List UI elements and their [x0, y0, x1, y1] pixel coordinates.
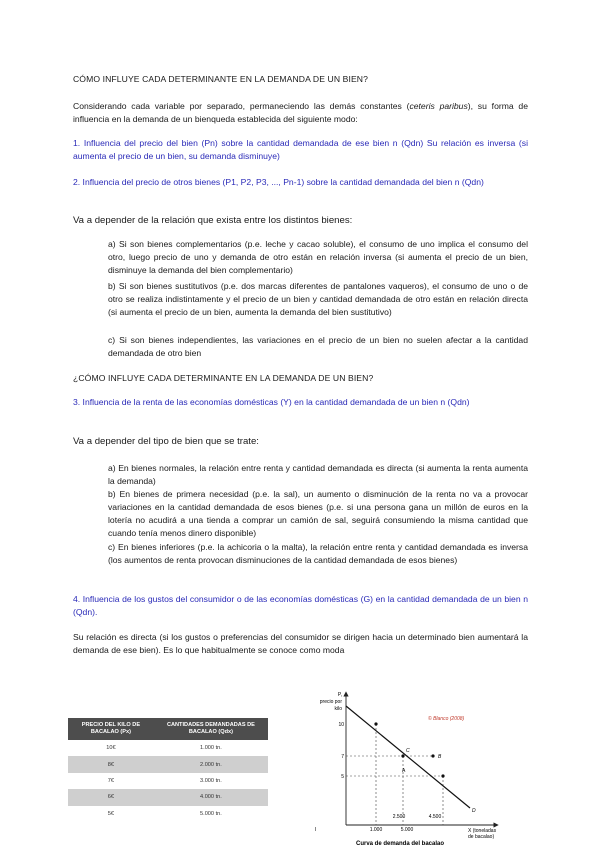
y-tick-7: 7 [341, 754, 344, 760]
table-header-row [68, 718, 268, 740]
point-label-b: B [438, 754, 442, 760]
y-axis-label-line1: P, [337, 692, 342, 698]
table-cell-quantity: 4.000 tn. [154, 789, 268, 805]
p4-text: Su relación es directa (si los gustos o preferencias del consumidor se dirigen hacia un determinado bien aumentará la demanda de ese bien). Es lo que habitualmente se conoce como moda [73, 632, 528, 655]
x-tick-5000: 5.000 [400, 827, 414, 833]
point-a-marker [374, 722, 377, 725]
intro-ceteris-paribus: ceteris paribus [409, 101, 468, 111]
x-axis-label-line2: de bacalao) [468, 834, 495, 840]
point-label-d: D [472, 808, 476, 814]
x-tick-4500: 4.500 [428, 814, 442, 820]
section-title-2: ¿CÓMO INFLUYE CADA DETERMINANTE EN LA DEMANDA DE UN BIEN? [73, 373, 374, 383]
y-tick-5: 5 [341, 774, 344, 780]
y-tick-10: 10 [338, 722, 344, 728]
table-cell-price: 8€ [68, 756, 154, 772]
p2-item-b: b) Si son bienes sustitutivos (p.e. dos marcas diferentes de pantalones vaqueros), el consumo de uno o de otro se realiza indistintamente y el precio de un bien y cantidad demandada de otro están en relación directa (si aumenta el precio de un bien, aumenta la demanda del bien sustitutivo) [108, 281, 528, 317]
x-tick-1000: 1.000 [369, 827, 383, 833]
p2-item-a: a) Si son bienes complementarios (p.e. leche y cacao soluble), el consumo de uno implica el consumo del otro, luego precio de uno y demanda de otro están en relación inversa (si aumenta el precio de un bien, disminuye la demanda del bien complementario) [108, 239, 528, 275]
table-row [68, 789, 268, 805]
x-tick-2500: 2.500 [392, 814, 406, 820]
y-axis-label-line2: precio por [319, 699, 342, 705]
figure-caption: Curva de demanda del bacalao [355, 841, 445, 846]
table-cell-price: 5€ [68, 806, 154, 822]
section-title-1: CÓMO INFLUYE CADA DETERMINANTE EN LA DEMANDA DE UN BIEN? [73, 74, 368, 84]
point-b-marker [431, 754, 434, 757]
point-c-marker [401, 754, 404, 757]
point-d-marker [441, 774, 444, 777]
heading-price-others: 2. Influencia del precio de otros bienes (P1, P2, P3, ..., Pn-1) sobre la cantidad demandada del bien n (Qdn) [73, 177, 484, 187]
table-header-quantity: CANTIDADES DEMANDADAS DE BACALAO (Qdx) [154, 718, 268, 740]
intro-paragraph [73, 100, 528, 126]
heading-price-own: 1. Influencia del precio del bien (Pn) sobre la cantidad demandada de ese bien n (Qdn) Su relación es inversa (si aumenta el precio de un bien, su demanda disminuye) [73, 138, 528, 161]
table-row [68, 756, 268, 772]
heading-income: 3. Influencia de la renta de las economías domésticas (Y) en la cantidad demandada de un bien n (Qdn) [73, 397, 470, 407]
x-axis-label-line1: X (toneladas [468, 828, 497, 834]
table-cell-price: 6€ [68, 789, 154, 805]
table-row [68, 773, 268, 789]
point-label-a: A [402, 768, 406, 774]
p3-item-a: a) En bienes normales, la relación entre renta y cantidad demandada es directa (si aumenta la renta aumenta la demanda) [108, 463, 528, 486]
demand-curve-figure [308, 688, 508, 846]
table-cell-price: 10€ [68, 740, 154, 756]
p2-lead: Va a depender de la relación que exista entre los distintos bienes: [73, 215, 353, 226]
table-cell-quantity: 1.000 tn. [154, 740, 268, 756]
copyright-note: © Blanco (2008) [428, 716, 465, 722]
p3-item-b: b) En bienes de primera necesidad (p.e. la sal), un aumento o disminución de la renta no va a provocar variaciones en la cantidad demandada de esos bienes (p.e. si una persona gana un millón de euros en la lotería no acudirá a una tienda a comprar un camión de sal, seguirá consumiendo la misma cantidad que cuando tenía menos dinero disponible) [108, 489, 528, 538]
p2-item-c: c) Si son bienes independientes, las variaciones en el precio de un bien no suelen afectar a la cantidad demandada de otro bien [108, 335, 528, 358]
price-quantity-table [68, 718, 268, 822]
table-cell-quantity: 3.000 tn. [154, 773, 268, 789]
table-cell-price: 7€ [68, 773, 154, 789]
y-axis-label-line3: kilo [334, 706, 342, 712]
heading-tastes: 4. Influencia de los gustos del consumidor o de las economías domésticas (G) en la cantidad demandada de un bien n (Qdn). [73, 594, 528, 617]
intro-text-after: ), su forma de influencia en la demanda de un bienqueda establecida del siguiente modo: [73, 101, 528, 124]
point-label-c: C [406, 748, 410, 754]
table-row [68, 806, 268, 822]
p3-lead: Va a depender del tipo de bien que se trate: [73, 436, 259, 447]
p3-item-c: c) En bienes inferiores (p.e. la achicoria o la malta), la relación entre renta y cantidad demandada es inversa (los aumentos de renta provocan disminuciones de la cantidad demandada de esos bienes) [108, 542, 528, 565]
table-row [68, 740, 268, 756]
table-header-price: PRECIO DEL KILO DE BACALAO (Px) [68, 718, 154, 740]
origin-mark: I [315, 827, 317, 833]
table-cell-quantity: 5.000 tn. [154, 806, 268, 822]
table-cell-quantity: 2.000 tn. [154, 756, 268, 772]
intro-text-before: Considerando cada variable por separado, permaneciendo las demás constantes ( [73, 101, 410, 111]
